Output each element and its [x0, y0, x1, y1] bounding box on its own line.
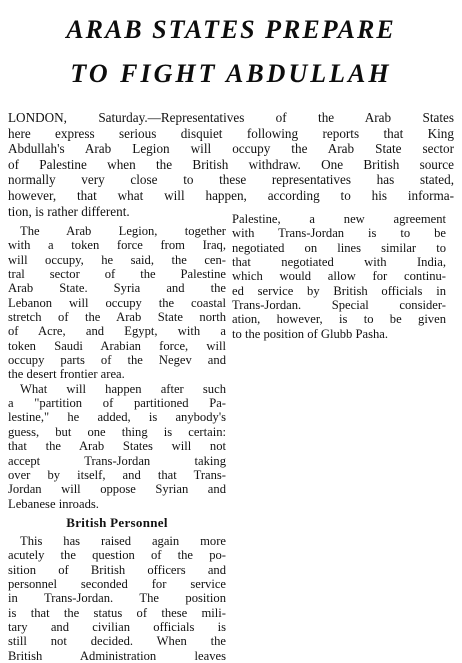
body-line: negotiated on lines similar to	[232, 240, 446, 255]
body-line: still not decided. When the	[8, 634, 226, 649]
body-line: stretch of the Arab State north	[8, 310, 226, 325]
body-line: personnel seconded for service	[8, 576, 226, 591]
body-line: tral sector of the Palestine	[8, 267, 226, 282]
body-line: tary and civilian officials is	[8, 619, 226, 634]
body-line: ation, however, is to be given	[232, 312, 446, 327]
body-line: The Arab Legion, together	[20, 224, 226, 238]
body-line: to the position of Glubb Pasha.	[232, 326, 389, 341]
body-line: occupy parts of the Negev and	[8, 353, 226, 368]
body-line: Palestine, a new agreement	[232, 212, 446, 226]
lede-line: normally very close to these representatives has stated,	[8, 172, 454, 188]
body-line: British Administration leaves	[8, 648, 226, 663]
body-line: What will happen after such	[20, 381, 226, 396]
lede-paragraph	[8, 110, 454, 219]
lede-line: however, that what will happen, according to his informa-	[8, 187, 454, 203]
body-line: Lebanon will occupy the coastal	[8, 295, 226, 310]
body-line: Arab State. Syria and the	[8, 281, 226, 296]
body-line: token Saudi Arabian force, will	[8, 338, 226, 353]
body-line: sition of British officers and	[8, 562, 226, 577]
body-line: that negotiated with India,	[232, 255, 446, 270]
body-line: which would allow for continu-	[232, 269, 446, 284]
left-column	[8, 224, 226, 663]
right-column	[232, 212, 446, 341]
body-line: guess, but one thing is certain:	[8, 424, 226, 439]
body-line: a "partition of partitioned Pa-	[8, 396, 226, 411]
body-line: over by itself, and that Trans-	[8, 467, 226, 482]
body-line: with Trans-Jordan is to be	[232, 226, 446, 241]
body-line: Lebanese inroads.	[8, 496, 99, 511]
body-line: is that the status of these mili-	[8, 605, 226, 620]
body-line: the desert frontier area.	[8, 367, 125, 382]
body-line: accept Trans-Jordan taking	[8, 453, 226, 468]
lede-line: LONDON, Saturday.—Representatives of the Arab States	[8, 110, 454, 125]
lede-line: tion, is rather different.	[8, 203, 130, 219]
body-line: This has raised again more	[20, 533, 226, 548]
section-subhead: British Personnel	[66, 514, 168, 530]
body-line: Trans-Jordan. Special consider-	[232, 298, 446, 313]
body-line: lestine," he added, is anybody's	[8, 410, 226, 425]
body-line: Jordan will oppose Syrian and	[8, 482, 226, 497]
headline-line-1: ARAB STATES PREPARE	[66, 15, 396, 44]
body-line: acutely the question of the po-	[8, 548, 226, 563]
body-line: with a token force from Iraq,	[8, 238, 226, 253]
body-line: ed service by British officials in	[232, 283, 446, 298]
lede-line: Abdullah's Arab Legion will occupy the Arab State sector	[8, 141, 454, 157]
lede-line: of Palestine when the British withdraw. One British source	[8, 156, 454, 172]
body-line: of Acre, and Egypt, with a	[8, 324, 226, 339]
body-line: that the Arab States will not	[8, 439, 226, 454]
body-line: in Trans-Jordan. The position	[8, 591, 226, 606]
lede-line: here express serious disquiet following reports that King	[8, 125, 454, 141]
body-line: will occupy, he said, the cen-	[8, 252, 226, 267]
headline-line-2: TO FIGHT ABDULLAH	[70, 59, 392, 88]
